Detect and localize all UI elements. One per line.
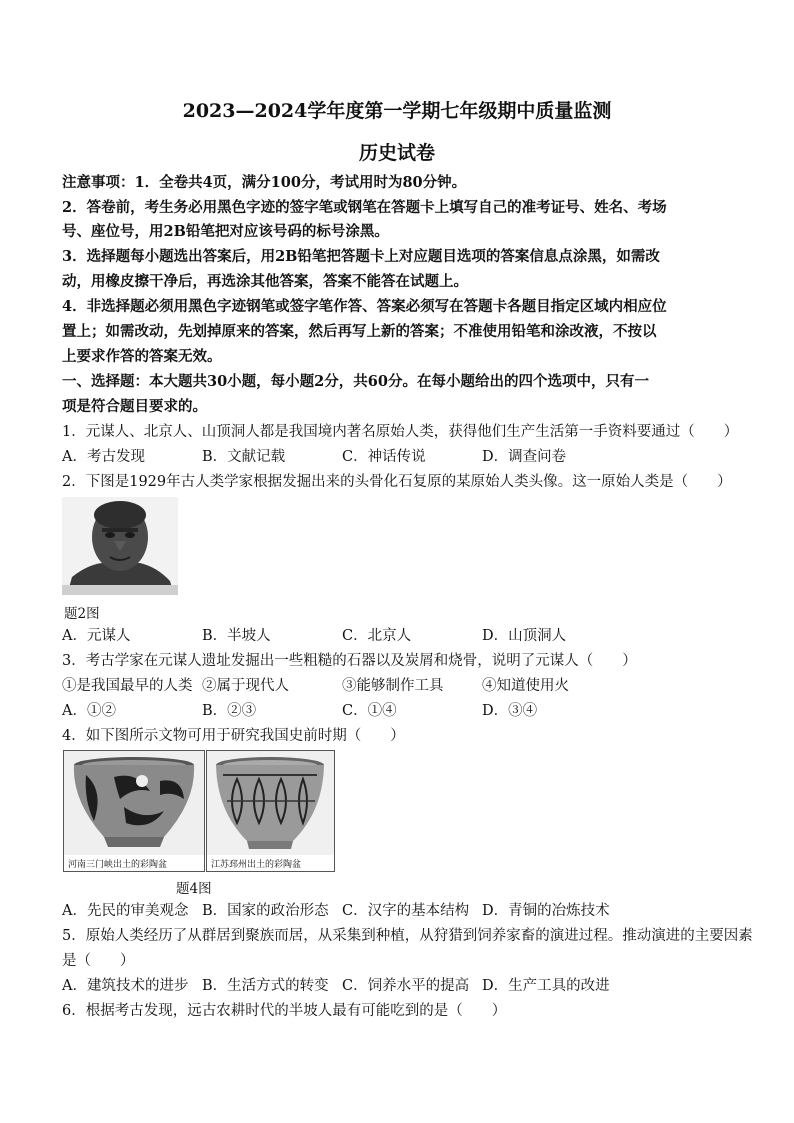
q4-pottery-photo-1 (63, 750, 205, 872)
q4-figure-caption: 题4图 (176, 881, 212, 897)
notes-line-4b: 置上；如需改动，先划掉原来的答案，然后再写上新的答案；不准使用铅笔和涂改液，不按以 (62, 323, 657, 340)
q5-option-c: C．饲养水平的提高 (342, 978, 470, 994)
question-2-stem: 2．下图是1929年古人类学家根据发掘出来的头骨化石复原的某原始人类头像。这一原始人类是（ ） (62, 474, 732, 490)
hominid-bust-image (62, 497, 178, 595)
q1-option-c: C．神话传说 (342, 449, 426, 465)
notes-line-1: 注意事项：1．全卷共4页，满分100分，考试用时为80分钟。 (62, 174, 467, 191)
section-heading-2: 项是符合题目要求的。 (62, 398, 207, 415)
q2-bust-photo (62, 497, 178, 595)
q2-option-b: B．半坡人 (202, 628, 271, 644)
q3-option-b: B．②③ (202, 703, 257, 719)
q4-photo-2-caption: 江苏邳州出土的彩陶盆 (211, 860, 302, 870)
q2-figure-caption: 题2图 (64, 606, 100, 622)
q1-option-d: D．调查问卷 (482, 449, 567, 465)
notes-line-2a: 2．答卷前，考生务必用黑色字迹的签字笔或钢笔在答题卡上填写自己的准考证号、姓名、考场 (62, 199, 667, 216)
question-5-stem-1: 5．原始人类经历了从群居到聚族而居，从采集到种植，从狩猎到饲养家畜的演进过程。推动演进的主要因素 (62, 928, 753, 944)
q3-option-c: C．①④ (342, 703, 397, 719)
q4-pottery-photo-2 (206, 750, 335, 872)
q3-statement-1: ①是我国最早的人类 (62, 678, 193, 694)
q4-option-d: D．青铜的冶炼技术 (482, 903, 610, 919)
q4-photo-1-caption: 河南三门峡出土的彩陶盆 (68, 860, 168, 870)
q4-option-c: C．汉字的基本结构 (342, 903, 470, 919)
notes-line-3b: 动，用橡皮擦干净后，再选涂其他答案，答案不能答在试题上。 (62, 273, 468, 290)
question-4-stem: 4．如下图所示文物可用于研究我国史前时期（ ） (62, 728, 405, 744)
question-1-stem: 1．元谋人、北京人、山顶洞人都是我国境内著名原始人类，获得他们生产生活第一手资料要通过（ ） (62, 424, 739, 440)
q5-option-a: A．建筑技术的进步 (62, 978, 189, 994)
notes-line-4a: 4．非选择题必须用黑色字迹钢笔或签字笔作答、答案必须写在答题卡各题目指定区域内相应位 (62, 298, 667, 315)
q3-statement-4: ④知道使用火 (482, 678, 569, 694)
q4-option-b: B．国家的政治形态 (202, 903, 329, 919)
question-6-stem: 6．根据考古发现，远古农耕时代的半坡人最有可能吃到的是（ ） (62, 1003, 507, 1019)
q1-option-a: A．考古发现 (62, 449, 145, 465)
q5-option-b: B．生活方式的转变 (202, 978, 329, 994)
notes-line-3a: 3．选择题每小题选出答案后，用2B铅笔把答题卡上对应题目选项的答案信息点涂黑，如需改 (62, 248, 660, 265)
exam-subtitle: 历史试卷 (358, 142, 435, 164)
painted-pottery-basin-2 (207, 751, 334, 855)
painted-pottery-basin-1 (64, 751, 204, 855)
q5-option-d: D．生产工具的改进 (482, 978, 610, 994)
q3-option-a: A．①② (62, 703, 116, 719)
notes-line-2b: 号、座位号，用2B铅笔把对应该号码的标号涂黑。 (62, 223, 389, 240)
q2-option-a: A．元谋人 (62, 628, 131, 644)
question-5-stem-2: 是（ ） (62, 953, 135, 969)
q2-option-d: D．山顶洞人 (482, 628, 567, 644)
q3-statement-3: ③能够制作工具 (342, 678, 444, 694)
q3-option-d: D．③④ (482, 703, 538, 719)
notes-line-4c: 上要求作答的答案无效。 (62, 348, 222, 365)
q3-statement-2: ②属于现代人 (202, 678, 289, 694)
exam-title: 2023—2024学年度第一学期七年级期中质量监测 (182, 100, 612, 122)
q2-option-c: C．北京人 (342, 628, 412, 644)
q4-option-a: A．先民的审美观念 (62, 903, 189, 919)
question-3-stem: 3．考古学家在元谋人遗址发掘出一些粗糙的石器以及炭屑和烧骨，说明了元谋人（ ） (62, 653, 637, 669)
section-heading-1: 一、选择题：本大题共30小题，每小题2分，共60分。在每小题给出的四个选项中，只有一 (62, 373, 649, 390)
q1-option-b: B．文献记载 (202, 449, 286, 465)
